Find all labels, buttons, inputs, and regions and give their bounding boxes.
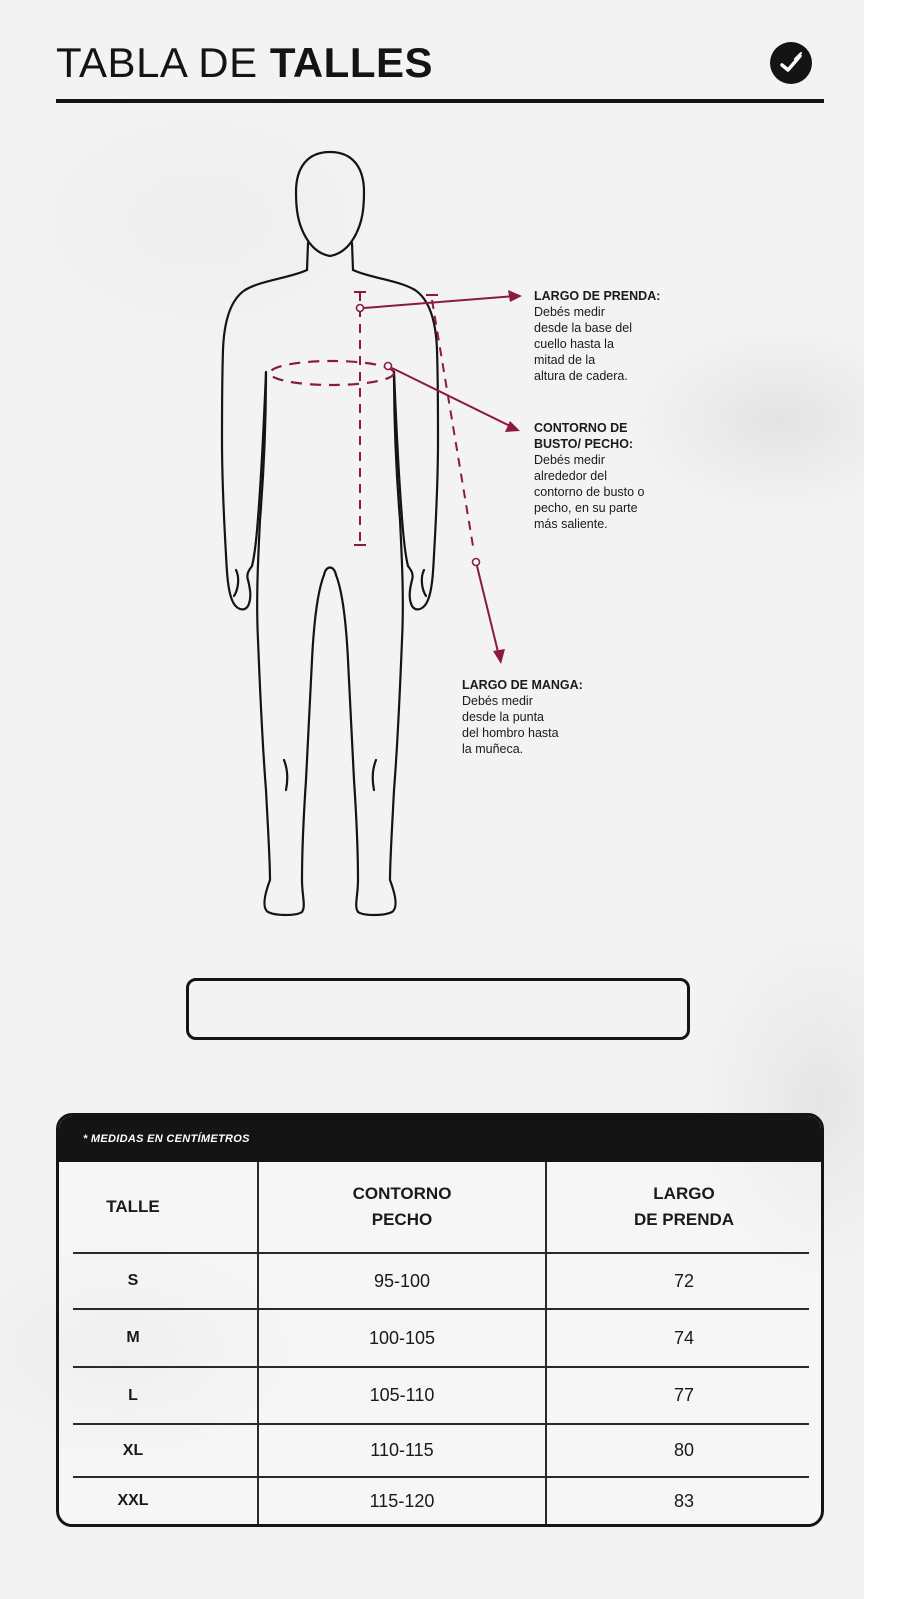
header-contorno-pecho: CONTORNO PECHO: [352, 1184, 452, 1229]
cell-talle: M: [126, 1329, 140, 1346]
annotation-body: Debés medir desde la punta del hombro hasta la muñeca.: [462, 694, 559, 756]
cell-contorno: 105-110: [369, 1385, 435, 1405]
annotation-largo-prenda: [534, 288, 724, 384]
cell-largo: 80: [673, 1440, 695, 1460]
annotation-body: Debés medir desde la base del cuello hasta la mitad de la altura de cadera.: [534, 305, 632, 383]
annotation-heading: LARGO DE PRENDA:: [534, 289, 661, 303]
annotation-contorno-busto: [534, 420, 724, 532]
cell-contorno: 100-105: [368, 1327, 436, 1348]
cell-contorno: 95-100: [373, 1270, 431, 1291]
header-talle: TALLE: [106, 1197, 160, 1216]
cell-contorno: 115-120: [369, 1490, 435, 1511]
annotation-heading: LARGO DE MANGA:: [462, 678, 583, 692]
cell-largo: 83: [673, 1490, 695, 1511]
cell-largo: 72: [673, 1270, 695, 1291]
right-margin: [864, 0, 899, 1599]
cell-largo: 74: [673, 1327, 695, 1348]
annotation-body: Debés medir alrededor del contorno de busto o pecho, en su parte más saliente.: [534, 453, 645, 531]
cell-contorno: 110-115: [370, 1440, 434, 1460]
empty-info-box: [186, 978, 690, 1040]
annotation-heading: CONTORNO DE BUSTO/ PECHO:: [534, 421, 634, 451]
table-unit-note: * MEDIDAS EN CENTÍMETROS: [59, 1116, 821, 1162]
cell-talle: S: [127, 1272, 139, 1289]
title-bold: TALLES: [269, 39, 434, 86]
cell-talle: XL: [122, 1441, 144, 1459]
title-regular: TABLA DE: [56, 39, 258, 86]
body-outline: [222, 152, 438, 915]
size-table: [56, 1113, 824, 1527]
cell-talle: XXL: [117, 1492, 149, 1509]
annotation-largo-manga: [462, 677, 652, 757]
header-largo-prenda: LARGO DE PRENDA: [633, 1184, 735, 1229]
cell-talle: L: [128, 1386, 138, 1404]
cell-largo: 77: [673, 1385, 695, 1405]
